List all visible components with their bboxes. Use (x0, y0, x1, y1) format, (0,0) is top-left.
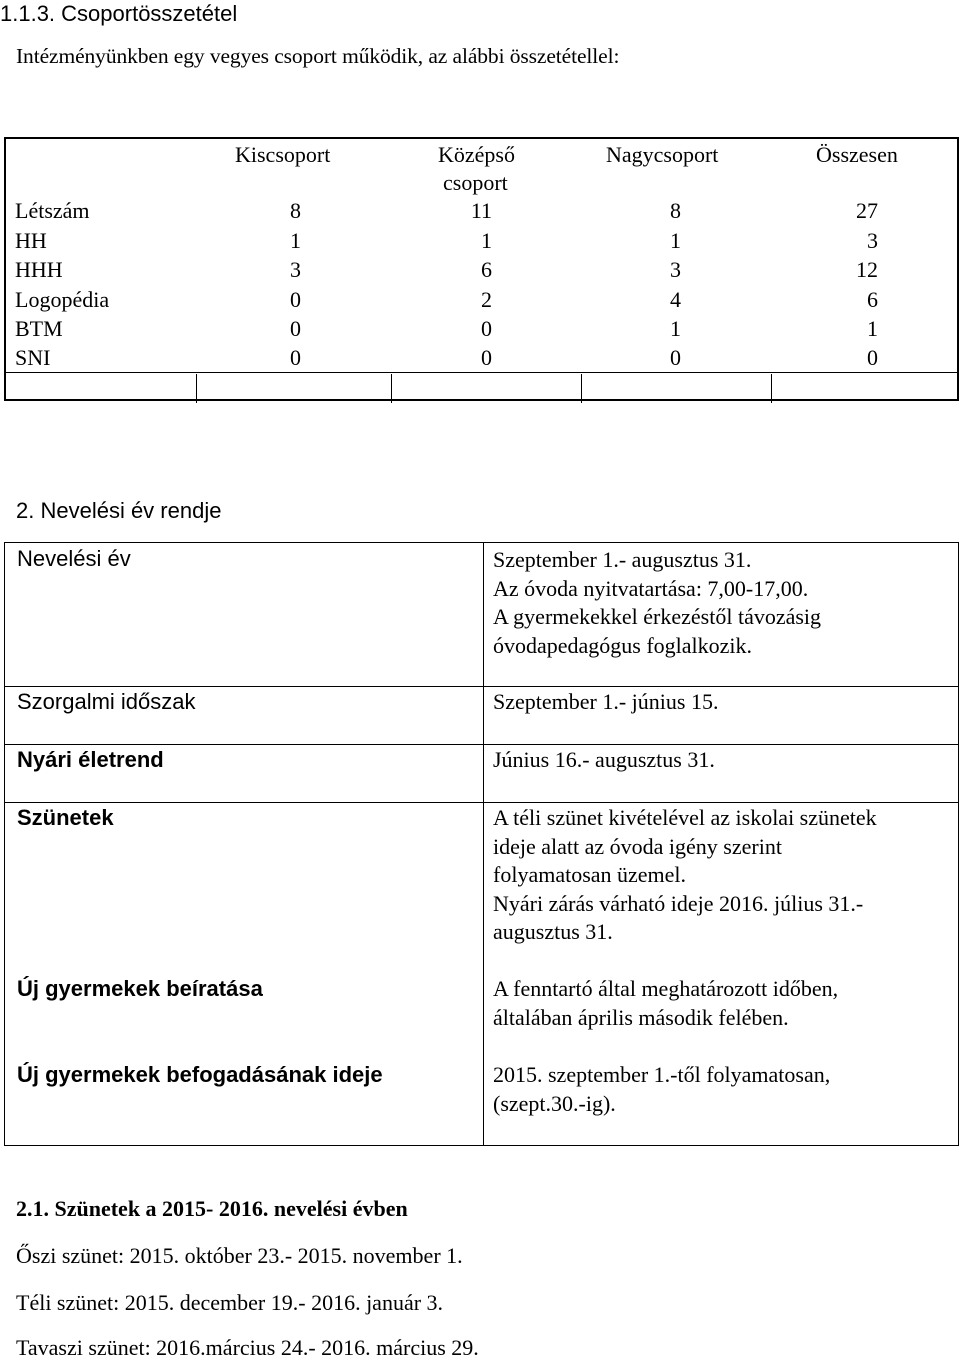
value-line: A fenntartó által meghatározott időben, (493, 976, 839, 1001)
cell-kozepso: 0 (481, 316, 492, 341)
schedule-label: Szorgalmi időszak (17, 689, 196, 714)
row-label: HHH (15, 257, 63, 282)
schedule-value (493, 975, 838, 1032)
header-osszesen: Összesen (816, 142, 898, 167)
break-winter: Téli szünet: 2015. december 19.- 2016. január 3. (16, 1290, 444, 1315)
cell-nagycsoport: 1 (670, 316, 681, 341)
value-line: 2015. szeptember 1.-től folyamatosan, (493, 1062, 831, 1087)
row-divider (6, 372, 957, 373)
cell-kozepso: 6 (481, 257, 492, 282)
cell-osszesen: 3 (867, 228, 878, 253)
schedule-value (493, 688, 718, 717)
cell-kiscsoport: 3 (290, 257, 301, 282)
cell-kiscsoport: 1 (290, 228, 301, 253)
cell-nagycsoport: 8 (670, 198, 681, 223)
schedule-label: Nevelési év (17, 546, 131, 571)
schedule-value (493, 746, 715, 775)
value-line: általában április második felében. (493, 1004, 789, 1030)
cell-kiscsoport: 0 (290, 287, 301, 312)
value-line: Nyári zárás várható ideje 2016. július 31.- (493, 890, 864, 916)
value-line: A gyermekekkel érkezéstől távozásig (493, 604, 822, 629)
cell-nagycsoport: 3 (670, 257, 681, 282)
cell-osszesen: 6 (867, 287, 878, 312)
value-line: folyamatosan üzemel. (493, 862, 687, 887)
row-label: Logopédia (15, 287, 110, 312)
cell-osszesen: 0 (867, 345, 878, 370)
cell-osszesen: 12 (856, 257, 878, 282)
value-line: (szept.30.-ig). (493, 1090, 616, 1116)
value-line: Június 16.- augusztus 31. (493, 747, 715, 772)
value-line: augusztus 31. (493, 919, 613, 944)
section-heading-group-composition: 1.1.3. Csoportösszetétel (0, 1, 238, 26)
group-composition-table (4, 137, 959, 401)
row-divider (5, 802, 958, 803)
cell-nagycsoport: 1 (670, 228, 681, 253)
cell-kiscsoport: 0 (290, 345, 301, 370)
schedule-label: Szünetek (17, 805, 114, 830)
schedule-value (493, 546, 821, 660)
column-divider (391, 374, 392, 403)
row-label: BTM (15, 316, 63, 341)
break-autumn: Őszi szünet: 2015. október 23.- 2015. november 1. (16, 1243, 463, 1268)
value-line: Az óvoda nyitvatartása: 7,00-17,00. (493, 575, 809, 601)
break-spring: Tavaszi szünet: 2016.március 24.- 2016. március 29. (16, 1335, 479, 1360)
header-kozepso-csoport: csoport (443, 170, 508, 195)
cell-kozepso: 2 (481, 287, 492, 312)
header-kozepso: Középső (438, 142, 515, 167)
schedule-label: Új gyermekek beíratása (17, 976, 263, 1001)
cell-kiscsoport: 8 (290, 198, 301, 223)
cell-kozepso: 0 (481, 345, 492, 370)
row-divider (5, 744, 958, 745)
column-divider (581, 374, 582, 403)
cell-kozepso: 1 (481, 228, 492, 253)
cell-nagycsoport: 4 (670, 287, 681, 312)
cell-osszesen: 27 (856, 198, 878, 223)
cell-nagycsoport: 0 (670, 345, 681, 370)
schedule-value (493, 1061, 830, 1118)
row-label: Létszám (15, 198, 90, 223)
value-line: Szeptember 1.- augusztus 31. (493, 547, 752, 572)
cell-kozepso: 11 (470, 198, 492, 223)
column-divider (771, 374, 772, 403)
value-line: A téli szünet kivételével az iskolai szünetek (493, 805, 877, 830)
header-kiscsoport: Kiscsoport (235, 142, 331, 167)
column-divider (196, 374, 197, 403)
row-label: HH (15, 228, 47, 253)
schedule-value (493, 804, 877, 947)
section-heading-schedule: 2. Nevelési év rendje (16, 498, 222, 523)
cell-osszesen: 1 (867, 316, 878, 341)
column-divider (483, 543, 484, 1145)
schedule-table (4, 542, 959, 1146)
value-line: óvodapedagógus foglalkozik. (493, 632, 753, 658)
row-label: SNI (15, 345, 51, 370)
row-divider (5, 686, 958, 687)
section-heading-breaks: 2.1. Szünetek a 2015- 2016. nevelési évben (16, 1196, 408, 1221)
schedule-label: Új gyermekek befogadásának ideje (17, 1062, 383, 1087)
value-line: Szeptember 1.- június 15. (493, 689, 719, 714)
cell-kiscsoport: 0 (290, 316, 301, 341)
value-line: ideje alatt az óvoda igény szerint (493, 833, 782, 859)
schedule-label: Nyári életrend (17, 747, 164, 772)
header-nagycsoport: Nagycsoport (606, 142, 719, 167)
intro-text: Intézményünkben egy vegyes csoport működik, az alábbi összetétellel: (16, 44, 620, 68)
